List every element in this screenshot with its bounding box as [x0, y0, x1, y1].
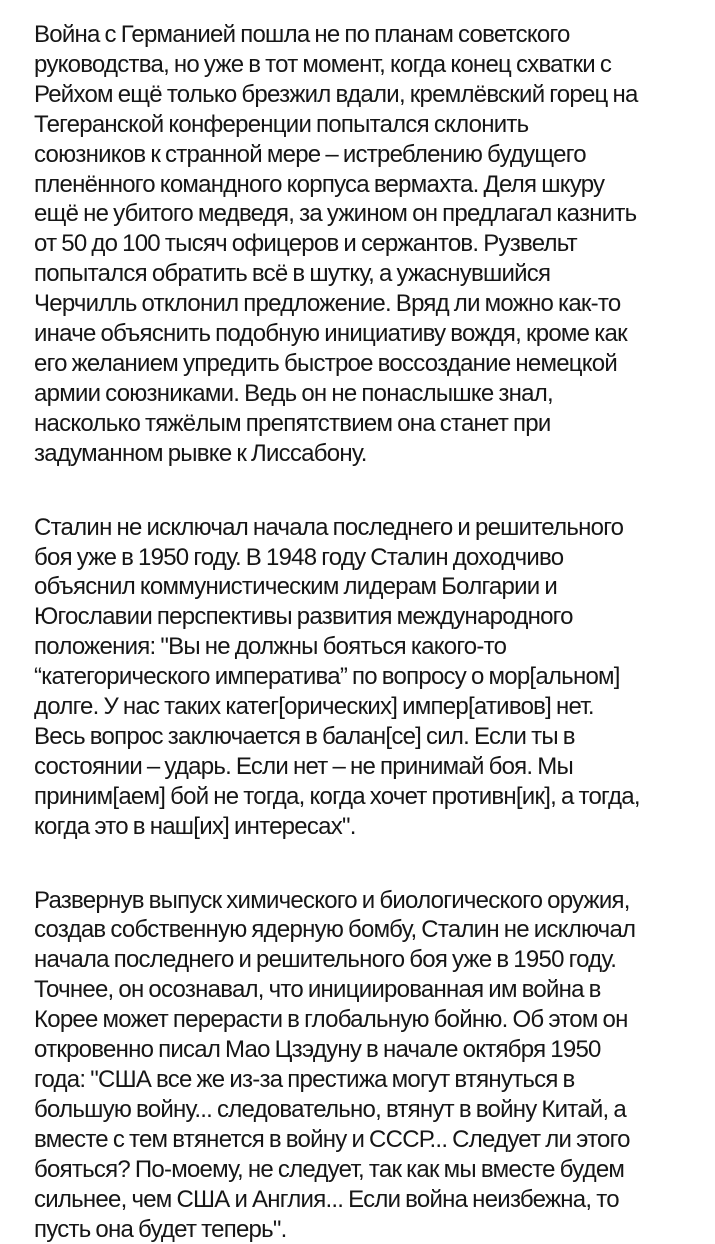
text-line: насколько тяжёлым препятствием она станет при	[34, 409, 551, 437]
text-line: бояться? По-моему, не следует, так как мы вместе будем	[34, 1155, 625, 1183]
text-line: долге. У нас таких катег[орических] импер[ативов] нет.	[34, 693, 594, 721]
text-line: армии союзниками. Ведь он не понаслышке знал,	[34, 379, 553, 407]
text-line: попытался обратить всё в шутку, а ужаснувшийся	[34, 260, 551, 288]
text-line: Весь вопрос заключается в балан[се] сил. Если ты в	[34, 722, 575, 750]
text-line: от 50 до 100 тысяч офицеров и сержантов. Рузвельт	[34, 230, 577, 258]
text-line: ещё не убитого медведя, за ужином он предлагал казнить	[34, 200, 637, 228]
text-line: объяснил коммунистическим лидерам Болгарии и	[34, 573, 558, 601]
text-line: сильнее, чем США и Англия... Если война неизбежна, то	[34, 1185, 619, 1213]
text-line: Тегеранской конференции попытался склонить	[34, 110, 529, 138]
text-line: вместе с тем втянется в войну и СССР... Следует ли этого	[34, 1125, 630, 1153]
paragraph-1	[34, 20, 693, 469]
text-line: “категорического императива” по вопросу о мор[альном]	[34, 663, 620, 691]
text-line: когда это в наш[их] интересах".	[34, 812, 356, 840]
text-line: создав собственную ядерную бомбу, Сталин не исключал	[34, 916, 636, 944]
text-line: состоянии – ударь. Если нет – не принимай боя. Мы	[34, 752, 573, 780]
text-line: союзников к странной мере – истреблению будущего	[34, 140, 586, 168]
paragraph-2	[34, 513, 693, 842]
text-line: приним[аем] бой не тогда, когда хочет противн[ик], а тогда,	[34, 782, 640, 810]
text-line: откровенно писал Мао Цзэдуну в начале октября 1950	[34, 1036, 601, 1064]
paragraph-3	[34, 886, 693, 1244]
text-line: года: "США все же из-за престижа могут втянуться в	[34, 1066, 575, 1093]
text-line: Рейхом ещё только брезжил вдали, кремлёвский горец на	[34, 80, 638, 108]
text-line: Корее может перерасти в глобальную бойню. Об этом он	[34, 1006, 628, 1034]
text-line: положения: "Вы не должны бояться какого-то	[34, 633, 507, 661]
text-line: Черчилль отклонил предложение. Вряд ли можно как-то	[34, 290, 621, 318]
text-line: пусть она будет теперь".	[34, 1215, 287, 1243]
text-line: Развернув выпуск химического и биологического оружия,	[34, 886, 630, 914]
text-line: руководства, но уже в тот момент, когда конец схватки с	[34, 50, 612, 78]
text-line: его желанием упредить быстрое воссоздание немецкой	[34, 349, 618, 377]
text-line: Точнее, он осознавал, что инициированная им война в	[34, 976, 601, 1004]
text-line: Югославии перспективы развития международного	[34, 603, 573, 631]
text-line: иначе объяснить подобную инициативу вождя, кроме как	[34, 320, 627, 348]
text-line: боя уже в 1950 году. В 1948 году Сталин доходчиво	[34, 543, 564, 571]
text-line: начала последнего и решительного боя уже в 1950 году.	[34, 946, 617, 974]
text-line: Сталин не исключал начала последнего и решительного	[34, 513, 624, 541]
text-line: Война с Германией пошла не по планам советского	[34, 21, 570, 48]
text-line: большую войну... следовательно, втянут в войну Китай, а	[34, 1095, 626, 1123]
text-line: пленённого командного корпуса вермахта. Деля шкуру	[34, 170, 605, 198]
text-line: задуманном рывке к Лиссабону.	[34, 439, 367, 467]
